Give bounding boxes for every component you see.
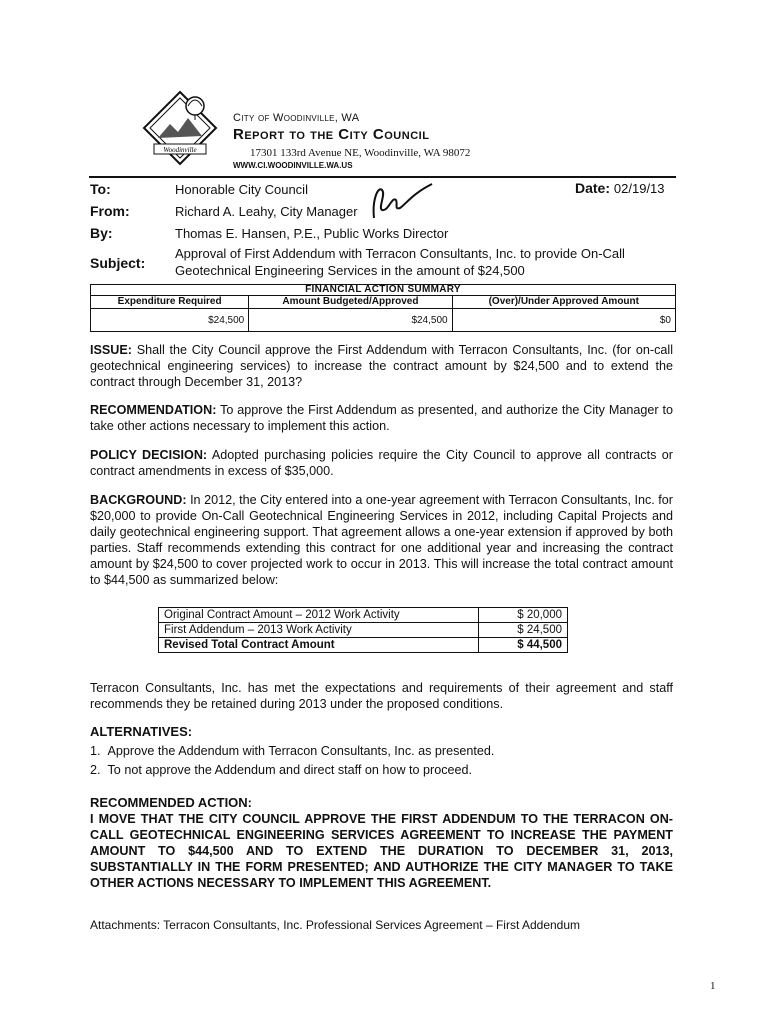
subject-label: Subject:: [90, 255, 146, 271]
recommendation-label: RECOMMENDATION:: [90, 403, 217, 417]
financial-value: $24,500: [249, 309, 452, 332]
date-value: 02/19/13: [613, 181, 665, 196]
signature-initials: [368, 180, 438, 222]
city-logo: [140, 88, 220, 173]
page-number: 1: [710, 980, 716, 992]
table-row: [159, 623, 568, 638]
list-number: 1.: [90, 744, 101, 758]
list-item: [90, 744, 494, 758]
org-line: City of Woodinville, WA: [233, 112, 360, 124]
header-rule: [89, 176, 676, 178]
report-title: Report to the City Council: [233, 126, 430, 143]
table-row: [159, 638, 568, 653]
table-row: [159, 608, 568, 623]
website: WWW.CI.WOODINVILLE.WA.US: [233, 161, 353, 170]
to-label: To:: [90, 181, 111, 197]
financial-header: Expenditure Required: [91, 296, 249, 309]
address: 17301 133rd Avenue NE, Woodinville, WA 98072: [250, 147, 471, 159]
date-field: [575, 180, 665, 196]
recommended-action-text: I MOVE THAT THE CITY COUNCIL APPROVE THE FIRST ADDENDUM TO THE TERRACON ON-CALL GEOTECHNICAL ENGINEERING SERVICES AGREEMENT TO INCREASE THE PAYMENT AMOUNT TO $44,500 AND TO EXTEND THE DURATION TO DECEMBER 31, 2013, SUBSTANTIALLY IN THE FORM PRESENTED; AND AUTHORIZE THE CITY MANAGER TO TAKE OTHER ACTIONS NECESSARY TO IMPLEMENT THIS AGREEMENT.: [90, 812, 673, 890]
financial-header: Amount Budgeted/Approved: [249, 296, 452, 309]
policy-paragraph: [90, 447, 673, 479]
financial-header: (Over)/Under Approved Amount: [452, 296, 675, 309]
issue-paragraph: [90, 342, 673, 390]
list-number: 2.: [90, 763, 101, 777]
background-label: BACKGROUND:: [90, 493, 187, 507]
policy-text: Adopted purchasing policies require the City Council to approve all contracts or contract amendments in excess of $35,000.: [90, 448, 673, 478]
met-expectations-paragraph: Terracon Consultants, Inc. has met the expectations and requirements of their agreement and staff recommends they be retained during 2013 under the proposed conditions.: [90, 681, 673, 711]
recommended-action-heading: RECOMMENDED ACTION:: [90, 795, 253, 810]
recommendation-paragraph: [90, 402, 673, 434]
logo-text: Woodinville: [163, 146, 197, 154]
amount-value: $ 20,000: [479, 608, 568, 623]
financial-value: $24,500: [91, 309, 249, 332]
attachments-line: Attachments: Terracon Consultants, Inc. Professional Services Agreement – First Addendum: [90, 918, 581, 932]
from-label: From:: [90, 203, 130, 219]
list-text: Approve the Addendum with Terracon Consultants, Inc. as presented.: [107, 744, 495, 758]
subject-line-1: Approval of First Addendum with Terracon Consultants, Inc. to provide On-Call: [175, 246, 625, 261]
issue-label: ISSUE:: [90, 343, 132, 357]
background-paragraph: [90, 492, 673, 588]
by-label: By:: [90, 225, 113, 241]
amount-label: Original Contract Amount – 2012 Work Activity: [159, 608, 479, 623]
amount-value: $ 44,500: [479, 638, 568, 653]
alternatives-heading: ALTERNATIVES:: [90, 724, 193, 739]
financial-value: $0: [452, 309, 675, 332]
contract-amount-table: [158, 607, 568, 653]
background-text: In 2012, the City entered into a one-year agreement with Terracon Consultants, Inc. for $20,000 to provide On-Call Geotechnical Engineering Services in 2012, including Capital Projects and daily geotechnical engineering support. That agreement allows a one-year extension if approved by both parties. Staff recommends extending this contract for one additional year and increasing the contract amount by $24,500 to cover projected work to occur in 2013. This will increase the total contract amount to $44,500 as summarized below:: [90, 493, 673, 587]
issue-text: Shall the City Council approve the First Addendum with Terracon Consultants, Inc. (for on-call geotechnical engineering services) to increase the contract amount by $24,500 and to extend the contract through December 31, 2013?: [90, 343, 673, 389]
by-value: Thomas E. Hansen, P.E., Public Works Director: [175, 226, 449, 241]
amount-value: $ 24,500: [479, 623, 568, 638]
list-item: [90, 763, 472, 777]
policy-label: POLICY DECISION:: [90, 448, 208, 462]
date-label: Date:: [575, 180, 611, 196]
financial-title: FINANCIAL ACTION SUMMARY: [91, 285, 676, 296]
subject-line-2: Geotechnical Engineering Services in the amount of $24,500: [175, 263, 525, 278]
recommendation-text: To approve the First Addendum as presented, and authorize the City Manager to take other actions necessary to implement this action.: [90, 403, 673, 433]
amount-label: First Addendum – 2013 Work Activity: [159, 623, 479, 638]
list-text: To not approve the Addendum and direct staff on how to proceed.: [107, 763, 473, 777]
financial-summary-table: [90, 284, 676, 332]
amount-label: Revised Total Contract Amount: [159, 638, 479, 653]
to-value: Honorable City Council: [175, 182, 308, 197]
from-value: Richard A. Leahy, City Manager: [175, 204, 358, 219]
